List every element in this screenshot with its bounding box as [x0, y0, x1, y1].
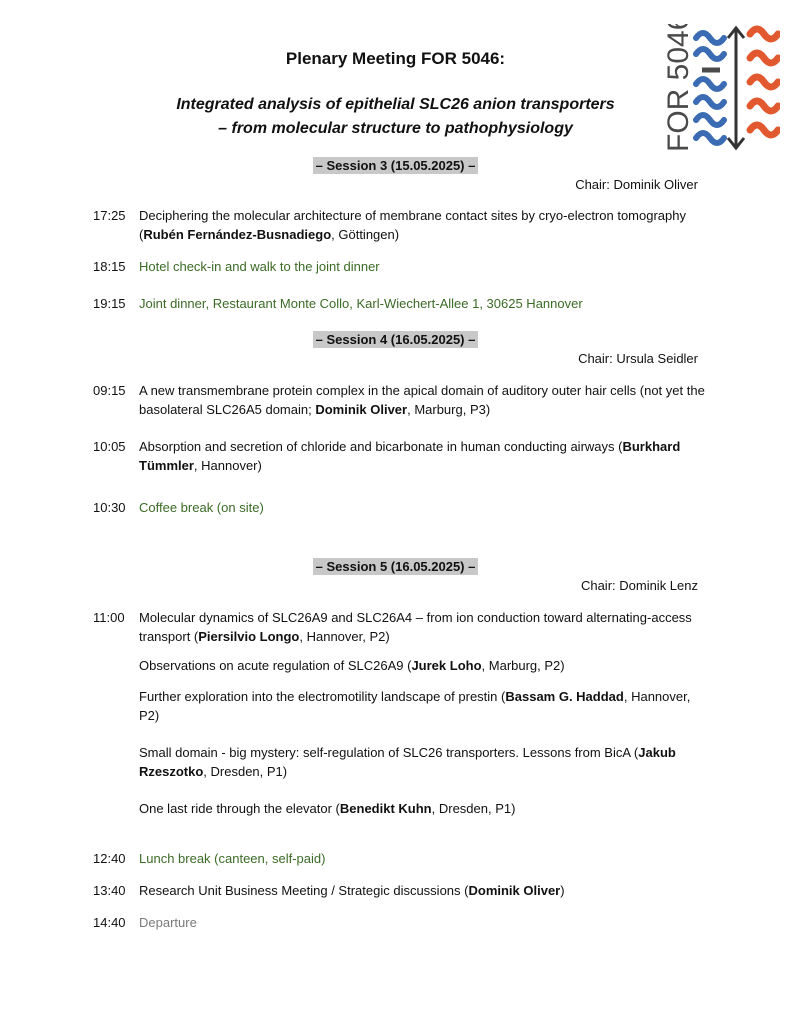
subtitle-line-2: – from molecular structure to pathophysiology — [218, 120, 573, 137]
speaker-name: Rubén Fernández-Busnadiego — [143, 227, 332, 242]
logo-arrow — [728, 28, 744, 148]
session-5-header: – Session 5 (16.05.2025) – — [0, 559, 791, 574]
item-text: Further exploration into the electromotility landscape of prestin (Bassam G. Haddad, Hannover, P2) — [139, 689, 691, 723]
session-5-chair: Chair: Dominik Lenz — [580, 578, 698, 593]
speaker-name: Dominik Oliver — [468, 883, 561, 898]
research-unit-logo — [656, 24, 780, 152]
speaker-name: Benedikt Kuhn — [339, 801, 432, 816]
item-time: 17:25 — [93, 208, 126, 223]
speaker-name: Piersilvio Longo — [198, 629, 300, 644]
item-time: 19:15 — [93, 296, 126, 311]
item-text: Hotel check-in and walk to the joint dinner — [139, 259, 380, 274]
item-text: Joint dinner, Restaurant Monte Collo, Karl-Wiechert-Allee 1, 30625 Hannover — [139, 296, 583, 311]
session-4-header: – Session 4 (16.05.2025) – — [0, 332, 791, 347]
item-text: Coffee break (on site) — [139, 500, 264, 515]
item-time: 11:00 — [93, 610, 125, 625]
logo-red-waves — [750, 29, 778, 135]
item-text: One last ride through the elevator (Benedikt Kuhn, Dresden, P1) — [139, 801, 516, 816]
item-time: 09:15 — [93, 383, 126, 398]
session-3-chair: Chair: Dominik Oliver — [575, 177, 698, 192]
speaker-name: Jakub Rzeszotko — [139, 745, 676, 779]
item-text: A new transmembrane protein complex in the apical domain of auditory outer hair cells (not yet the basolateral SLC26A5 domain; Dominik Oliver, Marburg, P3) — [139, 383, 705, 417]
item-text: Deciphering the molecular architecture of membrane contact sites by cryo-electron tomography (Rubén Fernández-Busnadiego, Göttingen) — [139, 208, 686, 242]
item-time: 10:30 — [93, 500, 126, 515]
speaker-name: Dominik Oliver — [315, 402, 408, 417]
logo-blue-waves — [696, 33, 724, 143]
item-time: 18:15 — [93, 259, 126, 274]
page-title: Plenary Meeting FOR 5046: — [285, 49, 506, 68]
speaker-name: Jurek Loho — [411, 658, 482, 673]
item-text: Departure — [139, 915, 197, 930]
item-time: 12:40 — [93, 851, 126, 866]
item-time: 14:40 — [93, 915, 126, 930]
subtitle-line-1: Integrated analysis of epithelial SLC26 anion transporters — [176, 96, 615, 113]
speaker-name: Bassam G. Haddad — [505, 689, 624, 704]
speaker-name: Burkhard Tümmler — [139, 439, 681, 473]
session-4-chair: Chair: Ursula Seidler — [578, 351, 698, 366]
item-text: Small domain - big mystery: self-regulation of SLC26 transporters. Lessons from BicA (Jakub Rzeszotko, Dresden, P1) — [139, 745, 676, 779]
item-text: Absorption and secretion of chloride and bicarbonate in human conducting airways (Burkhard Tümmler, Hannover) — [139, 439, 681, 473]
session-3-header: – Session 3 (15.05.2025) – — [0, 158, 791, 173]
item-text: Research Unit Business Meeting / Strategic discussions (Dominik Oliver) — [139, 883, 565, 898]
item-text: Molecular dynamics of SLC26A9 and SLC26A4 – from ion conduction toward alternating-access transport (Piersilvio Longo, Hannover, P2) — [139, 610, 692, 644]
item-text: Lunch break (canteen, self-paid) — [139, 851, 326, 866]
item-time: 13:40 — [93, 883, 126, 898]
item-time: 10:05 — [93, 439, 126, 454]
item-text: Observations on acute regulation of SLC26A9 (Jurek Loho, Marburg, P2) — [139, 658, 565, 673]
logo-text: FOR 5046 — [662, 24, 695, 152]
